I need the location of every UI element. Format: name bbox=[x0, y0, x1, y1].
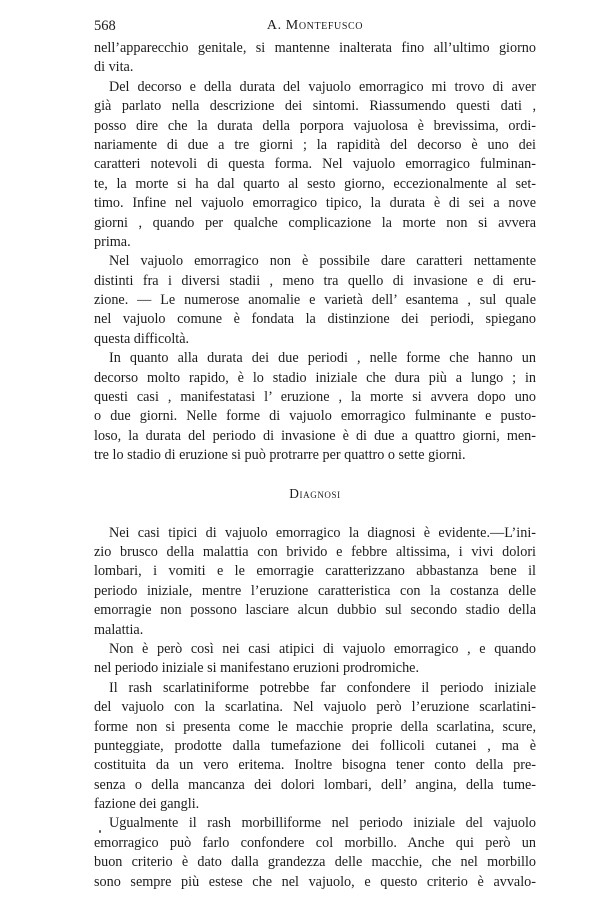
text-line: del vajuolo con la scarlatina. Nel vajuolo però l’eruzione scarlatini- bbox=[94, 699, 536, 716]
text-line: questa difficoltà. bbox=[94, 330, 190, 347]
paragraph-durata bbox=[94, 349, 536, 465]
text-line: Del decorso e della durata del vajuolo emorragico mi trovo di aver bbox=[109, 78, 536, 95]
text-line: fazione dei gangli. bbox=[94, 796, 200, 813]
text-line: nell’apparecchio genitale, si mantenne inalterata fino all’ultimo giorno bbox=[94, 40, 536, 56]
text-line: punteggiate, prodotte dalla tumefazione dei follicoli cutanei , ma è bbox=[94, 737, 536, 754]
text-line: senza o della mancanza dei dolori lombari, dell’ angina, della tume- bbox=[94, 776, 536, 793]
print-speck bbox=[99, 830, 101, 833]
text-line: nel vajuolo comune è fondata la distinzione dei periodi, spiegano bbox=[94, 311, 536, 328]
text-line: Il rash scarlatiniforme potrebbe far confondere il periodo iniziale bbox=[109, 679, 536, 696]
text-line: già parlato nella descrizione dei sintomi. Riassumendo questi dati , bbox=[94, 98, 536, 115]
text-line: nel periodo iniziale si manifestano eruzioni prodromiche. bbox=[94, 660, 420, 677]
paragraph-stadi bbox=[94, 252, 536, 349]
text-line: costituita da un vero eritema. Inoltre bisogna tener conto della pre- bbox=[94, 757, 536, 774]
text-line: periodo iniziale, mentre l’eruzione caratteristica con la costanza delle bbox=[94, 582, 536, 599]
text-line: forme non si presenta come le macchie proprie della scarlatina, scure, bbox=[94, 718, 536, 735]
page-header bbox=[94, 18, 536, 40]
text-line: Non è però così nei casi atipici di vajuolo emorragico , e quando bbox=[109, 640, 536, 657]
text-line: te, la morte si ha dal quarto al sesto giorno, eccezionalmente al set- bbox=[94, 175, 536, 192]
text-line: caratteri notevoli di questa forma. Nel vajuolo emorragico fulminan- bbox=[94, 156, 536, 173]
paragraph-atipici bbox=[94, 640, 536, 679]
text-line: nariamente di due a tre giorni ; la rapidità del decorso è uno dei bbox=[94, 136, 536, 153]
text-line: zione. — Le numerose anomalie e varietà dell’ esantema , sul quale bbox=[94, 292, 536, 309]
text-line: malattia. bbox=[94, 621, 144, 638]
paragraph-decorso bbox=[94, 78, 536, 253]
text-line: loso, la durata del periodo di invasione è di due a quattro giorni, men- bbox=[94, 427, 536, 444]
text-line: lombari, i vomiti e le emorragie caratterizzano abbastanza bene il bbox=[94, 563, 536, 580]
text-line: sono sempre più estese che nel vajuolo, e questo criterio è avvalo- bbox=[94, 873, 536, 890]
section-heading: Diagnosi bbox=[289, 485, 341, 501]
text-line: Ugualmente il rash morbilliforme nel periodo iniziale del vajuolo bbox=[109, 815, 536, 832]
text-line: Nel vajuolo emorragico non è possibile dare caratteri nettamente bbox=[109, 253, 536, 270]
text-line: emorragico può farlo confondere col morbillo. Anche qui però un bbox=[94, 834, 536, 851]
text-line: timo. Infine nel vajuolo emorragico tipico, la durata è di sei a nove bbox=[94, 195, 536, 212]
text-line: giorni , quando per qualche complicazione la morte non si avvera bbox=[94, 214, 536, 231]
paragraph-continuation bbox=[94, 39, 536, 78]
body-text bbox=[94, 39, 536, 892]
text-line: buon criterio è dato dalla grandezza delle macchie, che nel morbillo bbox=[94, 854, 536, 871]
text-line: Nei casi tipici di vajuolo emorragico la diagnosi è evidente.—L’ini- bbox=[109, 524, 536, 541]
text-line: distinti fra i diversi stadii , meno tra quello di invasione e di eru- bbox=[94, 272, 536, 289]
running-head: A. Montefusco bbox=[266, 18, 364, 33]
paragraph-scarlatiniforme bbox=[94, 679, 536, 815]
paragraph-casi-tipici bbox=[94, 524, 536, 640]
text-line: prima. bbox=[94, 233, 131, 250]
text-line: emorragie non possono lasciare alcun dubbio sul secondo stadio della bbox=[94, 602, 536, 619]
text-line: tre lo stadio di eruzione si può protrarre per quattro o sette giorni. bbox=[94, 447, 466, 464]
text-line: questi casi , manifestatasi l’ eruzione , la morte si avvera dopo uno bbox=[94, 389, 536, 406]
text-line: decorso molto rapido, è lo stadio iniziale che dura più a lungo ; in bbox=[94, 369, 536, 386]
text-line: posso dire che la durata della porpora vajuolosa è brevissima, ordi- bbox=[94, 117, 536, 134]
page-number: 568 bbox=[94, 18, 116, 34]
paragraph-morbilliforme bbox=[94, 814, 536, 892]
text-line: zio brusco della malattia con brivido e febbre altissima, i vivi dolori bbox=[94, 543, 536, 560]
text-line: di vita. bbox=[94, 59, 134, 76]
text-line: In quanto alla durata dei due periodi , nelle forme che hanno un bbox=[109, 350, 536, 367]
text-line: o due giorni. Nelle forme di vajuolo emorragico fulminante e pusto- bbox=[94, 408, 536, 425]
